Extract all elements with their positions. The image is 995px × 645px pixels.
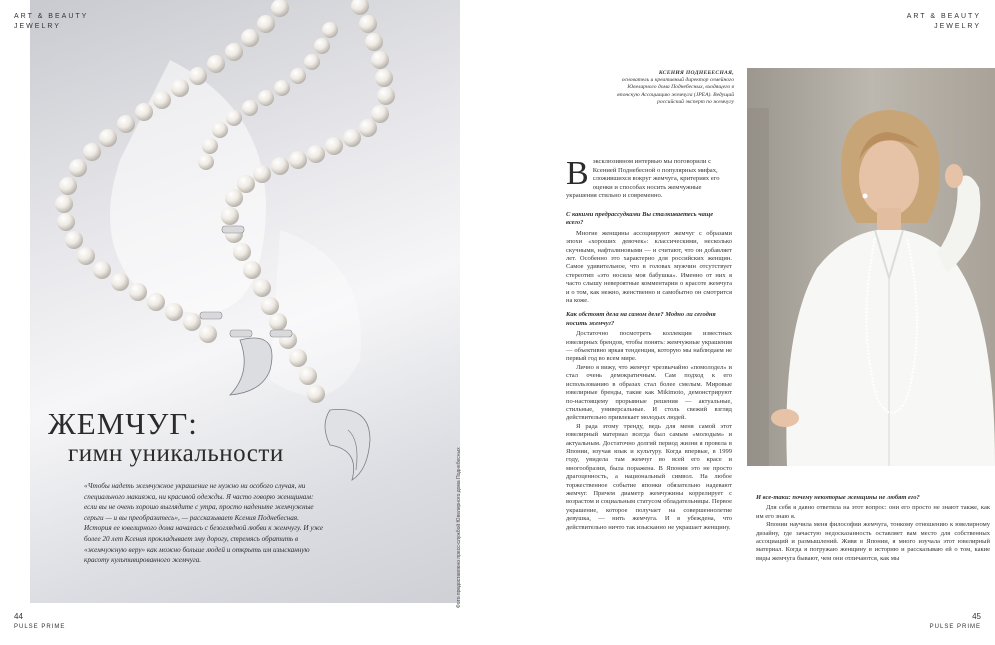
question-3: И все-таки: почему некоторые женщины не любят его? — [756, 494, 920, 501]
answer-2-paragraph-1: Достаточно посмотреть коллекции известных ювелирных брендов, чтобы понять: жемчужные украшения — объективно яркая тенденция, которую мы наблюдаем не первый год во всем мире. — [566, 330, 732, 363]
question-2: Как обстоят дела на самом деле? Модно ли сегодня носить жемчуг? — [566, 311, 716, 327]
answer-1-paragraph: Многие женщины ассоциируют жемчуг с образами эпохи «хороших девочек»: классическими, несколько скучными, нафталиновыми — и считают, что он добавляет лет. Особенно это характерно для российских женщин. Самое удивительное, что в головах мужчин отсутствует стереотип «это носила моя бабушка». Именно от них я часто слышу невероятные комментарии о красоте жемчуга и о том, как нежно, женственно и самобытно он смотрится на коже. — [566, 229, 732, 305]
answer-3-paragraph-1: Для себя я давно ответила на этот вопрос: они его просто не знают также, как им его знаю я. — [756, 504, 990, 520]
photo-caption — [616, 70, 734, 106]
subsection-label: JEWELRY — [14, 23, 61, 30]
article-title: ЖЕМЧУГ: — [48, 406, 198, 441]
answer-2-paragraph-3: Я рада этому тренду, ведь для меня самой этот ювелирный материал всегда был самым «молодым» и актуальным. Достаточно долгий период жизни я провела в Японии, изучая язык и культуру. Когда впервые, в 1999 году, увидела там жемчуг во всей его красе и многообразии, была поражена. В Японии это не просто драгоценность, а национальный символ. На любое торжественное событие японки обязательно надевают жемчуг. Причем диаметр жемчужины коррелирует с возрастом и социальным статусом обладательницы. Первое украшение, которое получает на совершеннолетие девушка, — нить жемчуга. И я убеждена, что действительно ничто так изысканно не украшает женщину. — [566, 422, 732, 531]
section-header — [14, 12, 88, 32]
intro-text: эксклюзивном интервью мы поговорили с Ксенией Поднебесной о популярных мифах, сложившихся вокруг жемчуга, критериях его оценки и способах носить жемчужные украшения стильно и современно. — [566, 158, 720, 200]
article-lead: «Чтобы надеть жемчужное украшение не нужно ни особого случая, ни специального макияжа, ни красивой одежды. Я часто говорю женщинам: если вы не очень хорошо выглядите с утра, просто наденьте жемчужные серьги — и вы преобразитесь», — рассказывает Ксения Поднебесная. История ее ювелирного дома началась с безоглядной любви к жемчугу. И уже более 20 лет Ксения прокладывает эму дорогу, стремясь обратить в «жемчужную веру» как можно больше людей и открыть им изысканную красоту культивированного жемчуга. — [84, 482, 324, 565]
subsection-label: JEWELRY — [934, 23, 981, 30]
portrait-photo — [747, 68, 995, 466]
intro-paragraph — [566, 155, 732, 201]
publication-name: PULSE PRIME — [14, 624, 66, 630]
portrait-icon — [747, 68, 995, 466]
section-label: ART & BEAUTY — [906, 13, 981, 20]
publication-name: PULSE PRIME — [929, 624, 981, 630]
section-header — [907, 12, 981, 32]
left-page — [0, 0, 497, 645]
section-label: ART & BEAUTY — [14, 13, 89, 20]
article-column-2 — [756, 494, 990, 563]
answer-3-paragraph-2: Японии научила меня философии жемчуга, тонкому отношению к ювелирному дизайну, где зачастую недосказанность оставляет вам место для собственных ассоциаций и размышлений. Живя в Японии, я много изучала этот ювелирный материал. Когда я погружаю женщину в историю и рассказываю ей о том, какие виды жемчуга бывают, чем они отличаются, как мы — [756, 521, 990, 562]
photo-credit: Фото предоставлено пресс-службой Ювелирного дома Поднебесных — [456, 447, 462, 608]
page-number: 45 — [972, 612, 981, 621]
question-1: С какими предрассудками Вы сталкиваетесь чаще всего? — [566, 210, 714, 227]
article-subtitle: гимн уникальности — [68, 440, 284, 467]
page-number: 44 — [14, 612, 23, 621]
article-column-1 — [566, 155, 732, 532]
answer-2-paragraph-2: Лично я вижу, что жемчуг чрезвычайно «помолодел» и стал очень демократичным. Сам подход к его использованию в образах стал более смелым. Мировые ювелирные бренды, такие как Mikimoto, демонстрируют по-настоящему прорывные решения — актуальные, стильные, универсальные. И столь свежий взгляд действительно привлекает молодых людей. — [566, 363, 732, 422]
drop-cap: В — [566, 155, 589, 192]
caption-name: КСЕНИЯ ПОДНЕБЕСНАЯ, — [658, 70, 734, 76]
caption-text: основатель и креативный директор семейного Ювелирного дома Поднебесных, входящего в японскую Ассоциацию жемчуга (JPEA). Ведущий российский эксперт по жемчугу — [617, 77, 734, 105]
